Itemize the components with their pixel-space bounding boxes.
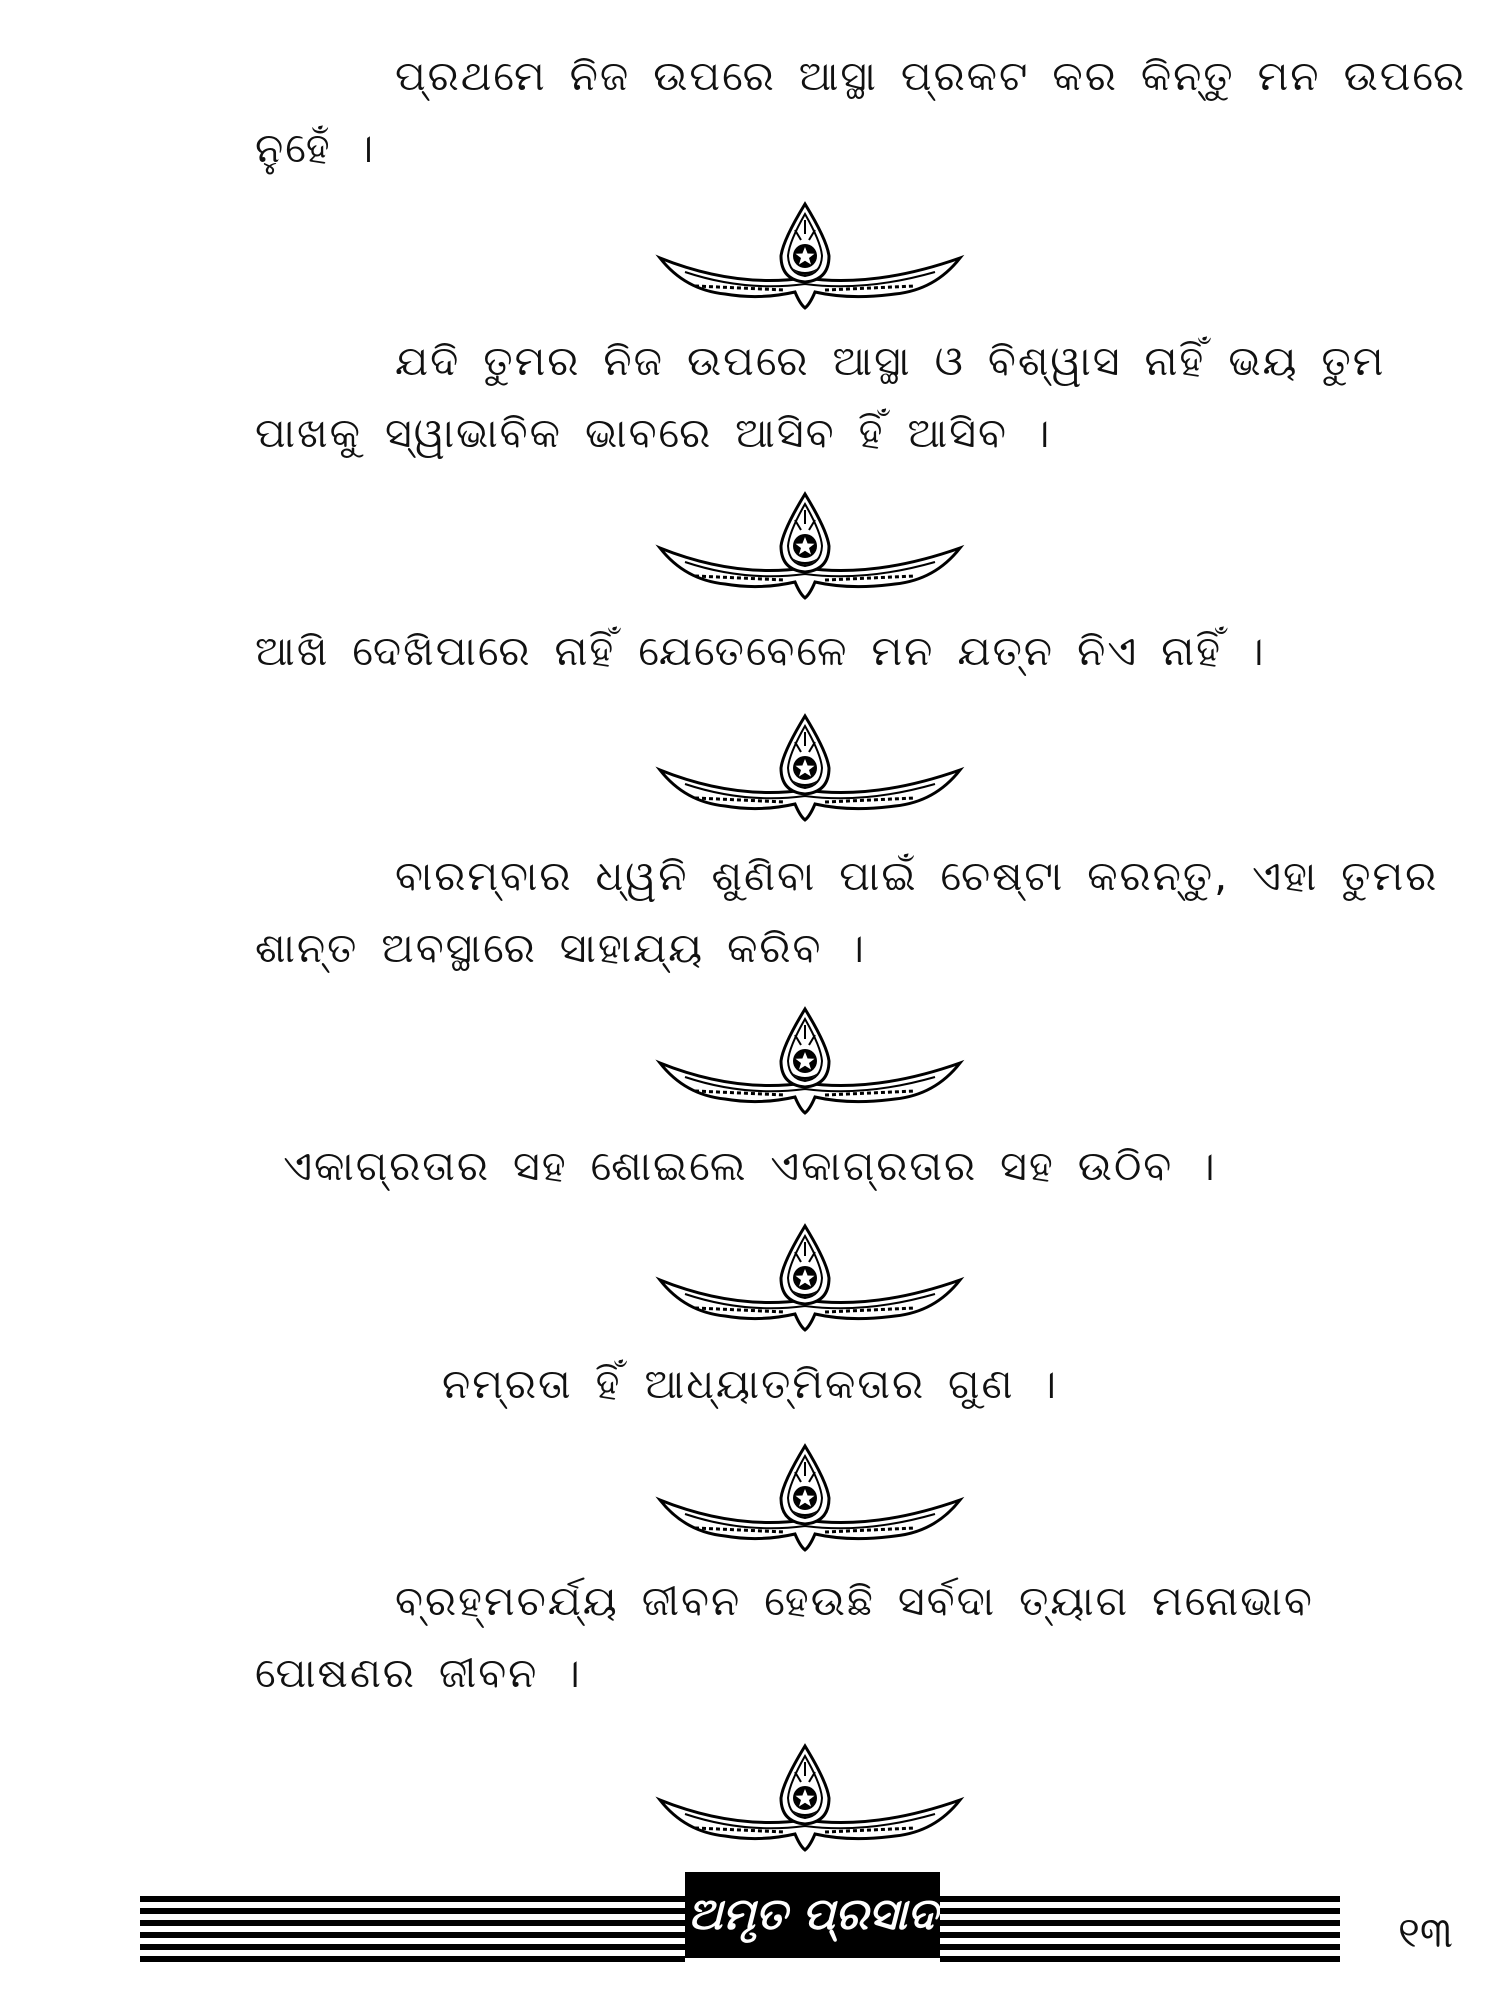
quote-6-text: ନମ୍ରତା ହିଁ ଆଧ୍ୟାତ୍ମିକତାର ଗୁଣ । [441, 1360, 1059, 1408]
quote-3 [255, 615, 1485, 687]
book-title-banner: ଅମୃତ ପ୍ରସାଦ [685, 1872, 940, 1958]
winged-star-emblem-icon [655, 712, 965, 824]
quote-4-text: ବାରମ୍ବାର ଧ୍ୱନି ଶୁଣିବା ପାଇଁ ଚେଷ୍ଟା କରନ୍ତୁ, ଏହା ତୁମର ଶାନ୍ତ ଅବସ୍ଥାରେ ସାହାଯ୍ୟ କରିବ । [255, 852, 1439, 972]
winged-star-emblem-icon [655, 1742, 965, 1854]
quote-5 [0, 1130, 1500, 1202]
winged-star-emblem-icon [655, 1005, 965, 1117]
quote-2 [255, 325, 1485, 469]
quote-3-text: ଆଖି ଦେଖିପାରେ ନାହିଁ ଯେତେବେଳେ ମନ ଯତ୍ନ ନିଏ ନାହିଁ । [255, 627, 1266, 675]
footer-rule-right [940, 1896, 1340, 1966]
winged-star-emblem-icon [655, 200, 965, 312]
quote-1 [255, 40, 1485, 184]
quote-6 [0, 1348, 1500, 1420]
quote-7 [255, 1565, 1485, 1709]
footer-rule-left [140, 1896, 685, 1966]
winged-star-emblem-icon [655, 1442, 965, 1554]
page-footer [140, 1872, 1340, 1982]
winged-star-emblem-icon [655, 490, 965, 602]
quote-5-text: ଏକାଗ୍ରତାର ସହ ଶୋଇଲେ ଏକାଗ୍ରତାର ସହ ଉଠିବ । [283, 1142, 1217, 1190]
quote-1-text: ପ୍ରଥମେ ନିଜ ଉପରେ ଆସ୍ଥା ପ୍ରକଟ କର କିନ୍ତୁ ମନ ଉପରେ ନୁହେଁ । [255, 52, 1467, 172]
page-number: ୧୩ [1398, 1908, 1453, 1957]
quote-7-text: ବ୍ରହ୍ମଚର୍ଯ୍ୟ ଜୀବନ ହେଉଛି ସର୍ବଦା ତ୍ୟାଗ ମନୋଭାବ ପୋଷଣର ଜୀବନ । [255, 1577, 1314, 1697]
winged-star-emblem-icon [655, 1222, 965, 1334]
quote-2-text: ଯଦି ତୁମର ନିଜ ଉପରେ ଆସ୍ଥା ଓ ବିଶ୍ୱାସ ନାହିଁ ଭୟ ତୁମ ପାଖକୁ ସ୍ୱାଭାବିକ ଭାବରେ ଆସିବ ହିଁ ଆସିବ । [255, 337, 1386, 457]
quote-4 [255, 840, 1485, 984]
